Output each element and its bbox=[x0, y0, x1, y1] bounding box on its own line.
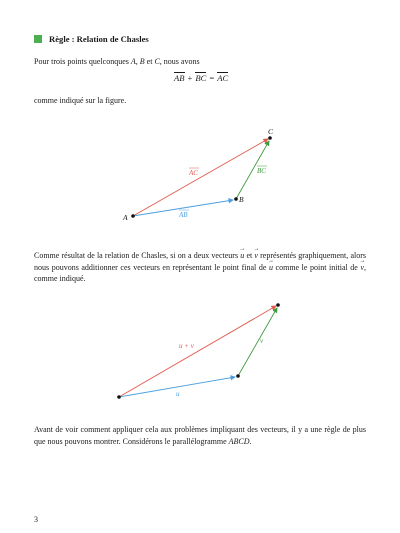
vector-ac: AC bbox=[217, 73, 229, 83]
parallelogram-name: ABCD bbox=[228, 436, 250, 446]
vector-v-line bbox=[238, 308, 277, 376]
point-a-text: A bbox=[130, 57, 136, 66]
vector-v-symbol-2: → v bbox=[360, 262, 364, 274]
intro-separator: , bbox=[135, 57, 140, 66]
point-b-text: B bbox=[139, 57, 145, 66]
point-b-dot bbox=[234, 197, 238, 201]
vector-v-symbol: → v bbox=[254, 250, 258, 262]
page-number: 3 bbox=[34, 515, 38, 524]
u-end-dot bbox=[236, 374, 240, 378]
vector-ab: AB bbox=[174, 73, 185, 83]
label-c: C bbox=[268, 127, 274, 136]
result-text-b: représentés graphiquement, alors nous pouvons additionner ces vecteurs en représentant le point final de bbox=[34, 251, 366, 272]
avant-text: Avant de voir comment appliquer cela aux problèmes impliquant des vecteurs, il y a une règle de plus que nous pouvons montrer. Considérons le parallélogramme bbox=[34, 425, 366, 446]
v-end-dot bbox=[276, 303, 280, 307]
avant-end: . bbox=[249, 436, 252, 446]
result-text-d: , comme indiqué. bbox=[34, 262, 366, 284]
label-u: u bbox=[176, 390, 180, 398]
avant-paragraph bbox=[34, 424, 366, 447]
label-bc: BC bbox=[257, 167, 266, 175]
rule-title: Règle : Relation de Chasles bbox=[49, 34, 149, 44]
result-text-c: comme le point initial de bbox=[272, 262, 361, 272]
point-c-dot bbox=[268, 136, 272, 140]
comme-paragraph: comme indiqué sur la figure. bbox=[34, 96, 127, 105]
intro-text: Pour trois points quelconques bbox=[34, 57, 131, 66]
vector-bc: BC bbox=[195, 73, 207, 83]
result-text-a: Comme résultat de la relation de Chasles, si on a deux vecteurs bbox=[34, 251, 241, 260]
u-start-dot bbox=[117, 395, 121, 399]
label-v: v bbox=[260, 337, 264, 345]
label-u-plus-v: u + v bbox=[179, 342, 194, 350]
label-a: A bbox=[123, 213, 128, 222]
label-ac: AC bbox=[189, 169, 198, 177]
intro-and: et bbox=[144, 57, 155, 66]
label-ab: AB bbox=[179, 211, 188, 219]
point-c-text: C bbox=[154, 57, 160, 66]
vector-u-symbol-2: → u bbox=[269, 262, 273, 274]
vector-u-symbol: → u bbox=[240, 250, 244, 262]
plus-sign: + bbox=[187, 73, 193, 83]
result-and: et bbox=[244, 251, 255, 260]
equals-sign: = bbox=[209, 73, 215, 83]
point-a-dot bbox=[131, 214, 135, 218]
result-paragraph bbox=[34, 250, 366, 285]
label-b: B bbox=[239, 195, 244, 204]
intro-end: , nous avons bbox=[159, 57, 200, 66]
